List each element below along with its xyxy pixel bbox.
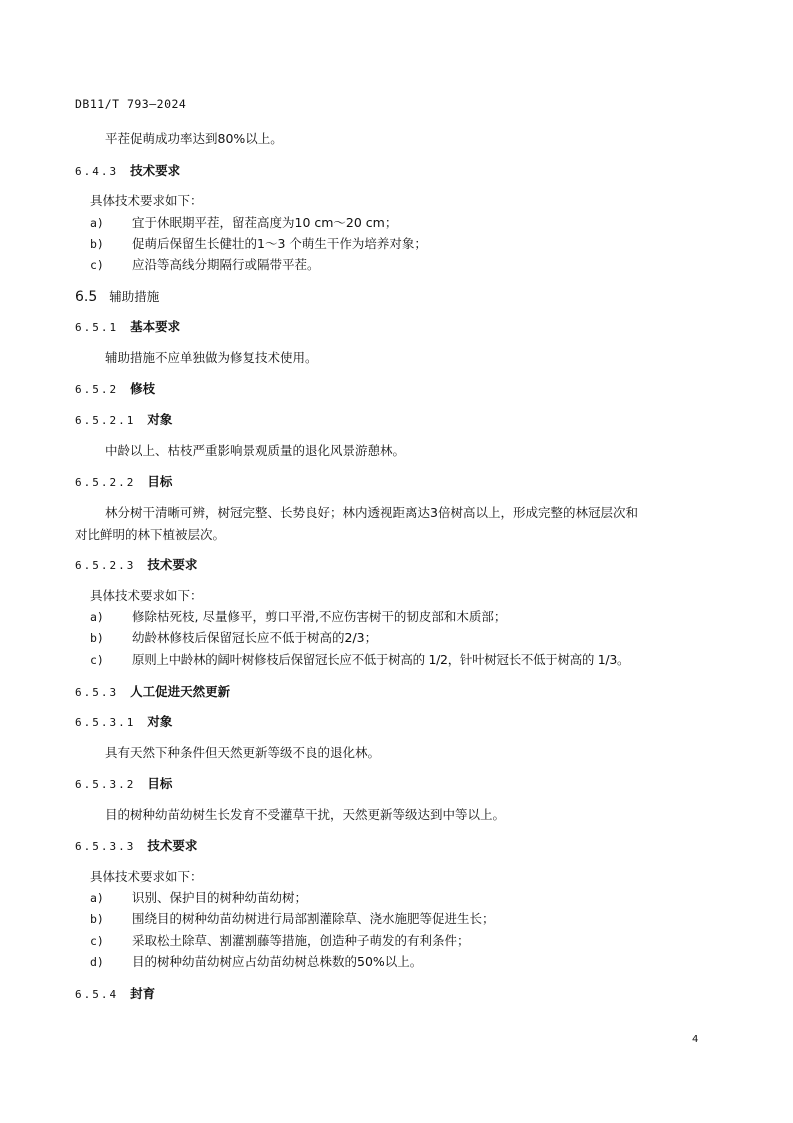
list-item xyxy=(90,257,320,273)
list-text: 采取松土除草、割灌割藤等措施，创造种子萌发的有利条件； xyxy=(132,933,470,948)
section-title: 技术要求 xyxy=(147,557,198,572)
list-text: 宜于休眠期平茬，留茬高度为10 cm～20 cm； xyxy=(132,215,398,230)
section-number: 6.5.3.1 xyxy=(75,716,136,729)
list-label: a) xyxy=(90,610,104,624)
section-number: 6.5.3.3 xyxy=(75,840,136,853)
list-label: b) xyxy=(90,631,104,645)
paragraph: 中龄以上、枯枝严重影响景观质量的退化风景游憩林。 xyxy=(105,443,406,458)
section-heading-6-5 xyxy=(75,289,159,305)
section-number: 6.5.2.1 xyxy=(75,414,136,427)
section-heading-6-5-4 xyxy=(75,986,155,1003)
section-title: 封育 xyxy=(130,986,156,1001)
section-title: 对象 xyxy=(147,714,173,729)
section-heading-6-4-3 xyxy=(75,163,180,180)
list-item xyxy=(90,630,377,646)
section-number: 6.5.1 xyxy=(75,321,119,334)
section-title: 技术要求 xyxy=(147,838,198,853)
list-text: 目的树种幼苗幼树应占幼苗幼树总株数的50%以上。 xyxy=(132,954,423,969)
section-title: 目标 xyxy=(147,474,173,489)
list-item xyxy=(90,933,470,949)
list-item xyxy=(90,652,629,668)
list-item xyxy=(90,236,427,252)
section-heading-6-5-3-1 xyxy=(75,714,172,731)
list-text: 应沿等高线分期隔行或隔带平茬。 xyxy=(132,257,320,272)
section-heading-6-5-2-2 xyxy=(75,474,172,491)
section-number: 6.4.3 xyxy=(75,165,119,178)
list-text: 促萌后保留生长健壮的1～3 个萌生干作为培养对象； xyxy=(132,236,427,251)
paragraph: 辅助措施不应单独做为修复技术使用。 xyxy=(105,350,318,365)
section-heading-6-5-3 xyxy=(75,684,230,701)
list-item xyxy=(90,215,397,231)
list-text: 修除枯死枝, 尽量修平，剪口平滑,不应伤害树干的韧皮部和木质部； xyxy=(132,609,507,624)
section-heading-6-5-3-2 xyxy=(75,776,172,793)
section-title: 对象 xyxy=(147,412,173,427)
list-label: d) xyxy=(90,955,104,969)
section-title: 基本要求 xyxy=(130,319,181,334)
list-item xyxy=(90,911,495,927)
list-text: 识别、保护目的树种幼苗幼树； xyxy=(132,890,308,905)
list-item xyxy=(90,890,307,906)
list-item xyxy=(90,954,422,970)
paragraph-line: 林分树干清晰可辨，树冠完整、长势良好；林内透视距离达3倍树高以上，形成完整的林冠层次和 xyxy=(105,505,638,520)
paragraph: 目的树种幼苗幼树生长发育不受灌草干扰，天然更新等级达到中等以上。 xyxy=(105,807,506,822)
paragraph: 平茬促萌成功率达到80%以上。 xyxy=(105,131,283,146)
page-number: 4 xyxy=(692,1034,699,1045)
list-intro: 具体技术要求如下： xyxy=(90,588,203,603)
section-title: 修枝 xyxy=(130,381,156,396)
list-label: c) xyxy=(90,258,104,272)
section-number: 6.5.2.2 xyxy=(75,476,136,489)
section-number: 6.5.4 xyxy=(75,988,119,1001)
section-title: 辅助措施 xyxy=(109,289,160,304)
section-heading-6-5-2-3 xyxy=(75,557,197,574)
list-label: c) xyxy=(90,653,104,667)
section-title: 技术要求 xyxy=(130,163,181,178)
list-label: b) xyxy=(90,912,104,926)
list-label: b) xyxy=(90,237,104,251)
section-number: 6.5.2.3 xyxy=(75,559,136,572)
list-label: a) xyxy=(90,216,104,230)
list-text: 幼龄林修枝后保留冠长应不低于树高的2/3； xyxy=(132,630,378,645)
paragraph: 具有天然下种条件但天然更新等级不良的退化林。 xyxy=(105,745,381,760)
paragraph-line: 对比鲜明的林下植被层次。 xyxy=(75,527,226,542)
section-number: 6.5.2 xyxy=(75,383,119,396)
list-intro: 具体技术要求如下： xyxy=(90,869,203,884)
section-number: 6.5.3 xyxy=(75,686,119,699)
list-label: a) xyxy=(90,891,104,905)
section-number: 6.5.3.2 xyxy=(75,778,136,791)
section-title: 人工促进天然更新 xyxy=(130,684,231,699)
section-heading-6-5-2 xyxy=(75,381,155,398)
section-heading-6-5-2-1 xyxy=(75,412,172,429)
list-text: 原则上中龄林的阔叶树修枝后保留冠长应不低于树高的 1/2，针叶树冠长不低于树高的 1/3。 xyxy=(132,652,630,667)
section-heading-6-5-1 xyxy=(75,319,180,336)
section-number: 6.5 xyxy=(75,289,98,305)
section-heading-6-5-3-3 xyxy=(75,838,197,855)
list-intro: 具体技术要求如下： xyxy=(90,193,203,208)
list-item xyxy=(90,609,506,625)
list-label: c) xyxy=(90,934,104,948)
section-title: 目标 xyxy=(147,776,173,791)
document-header: DB11/T 793—2024 xyxy=(75,97,187,111)
list-text: 围绕目的树种幼苗幼树进行局部割灌除草、浇水施肥等促进生长； xyxy=(132,911,495,926)
